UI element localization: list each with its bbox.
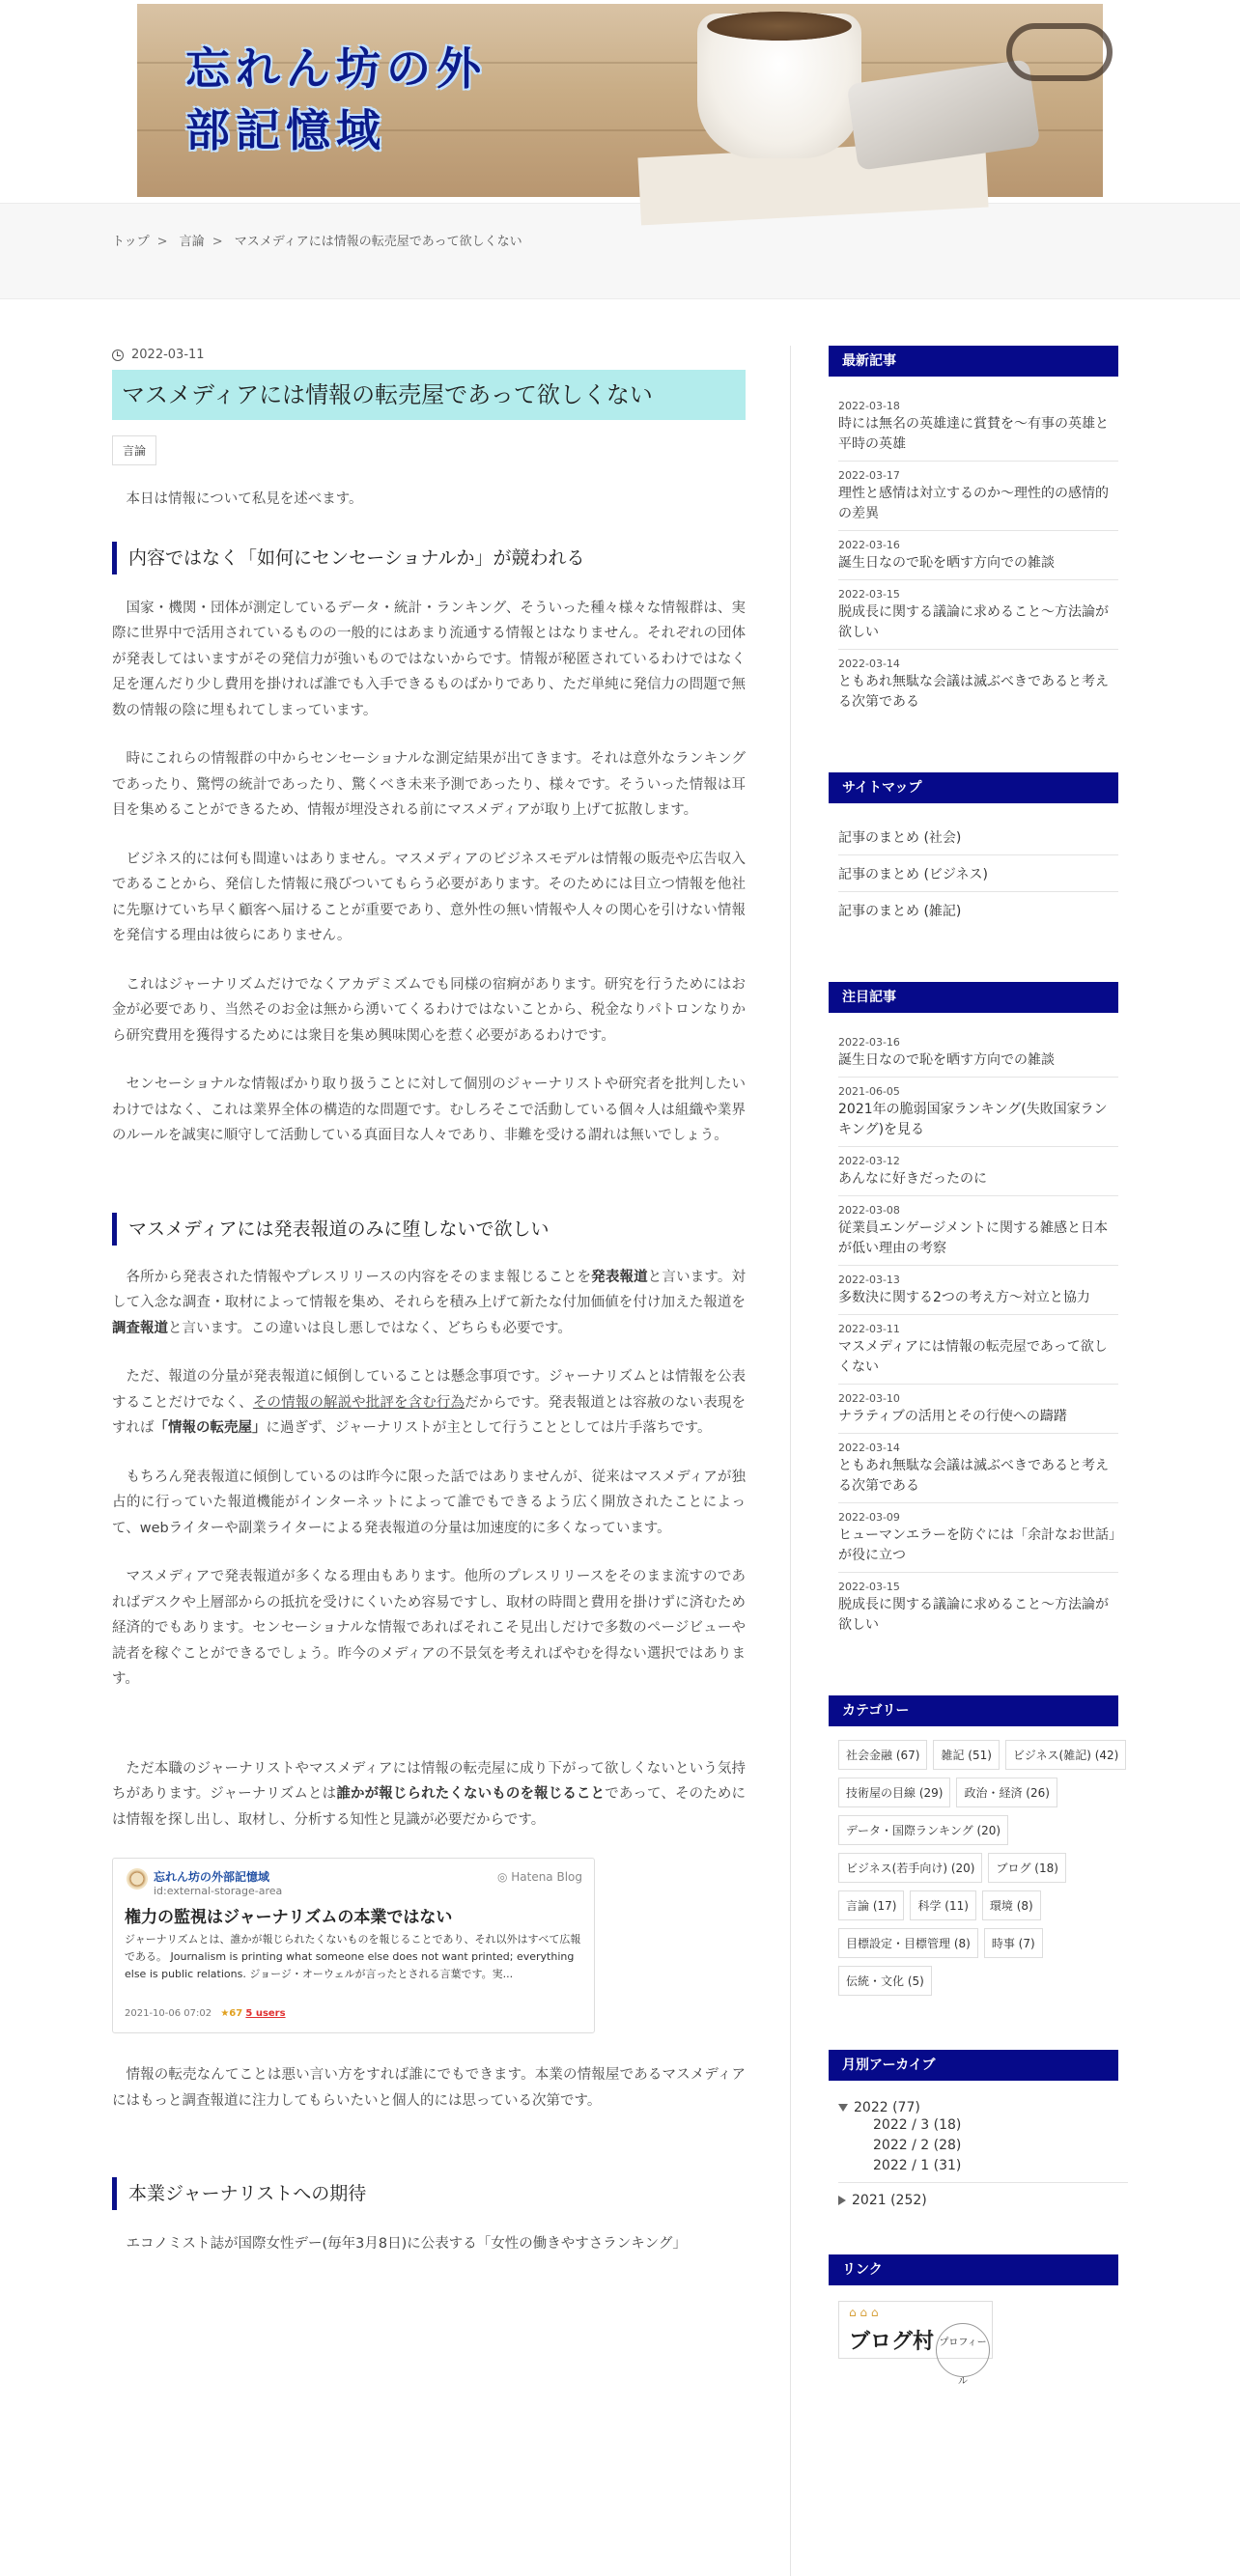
category-chip[interactable]: 雑記 (51): [933, 1740, 999, 1770]
category-chip[interactable]: データ・国際ランキング (20): [838, 1815, 1008, 1845]
list-item[interactable]: [838, 1573, 1118, 1641]
list-item[interactable]: [838, 531, 1118, 580]
widget-categories: [829, 1695, 1130, 1996]
item-date: 2022-03-16: [838, 1036, 900, 1049]
item-title[interactable]: ともあれ無駄な会議は滅ぶべきであると考える次第である: [838, 1458, 1109, 1494]
widget-heading: カテゴリー: [829, 1695, 1118, 1726]
widget-heading: 最新記事: [829, 346, 1118, 377]
widget-heading: 月別アーカイブ: [829, 2050, 1118, 2081]
banner-coffee: [707, 12, 852, 41]
widget-featured: [829, 982, 1130, 1641]
list-item[interactable]: [838, 1385, 1118, 1434]
archive-list: [829, 2081, 1130, 2208]
village-icon: ⌂ ⌂ ⌂: [849, 2306, 879, 2319]
archive-year[interactable]: [838, 2193, 1130, 2208]
embed-meta: [125, 2008, 286, 2019]
text-run: と言います。この違いは良し悪しではなく、どちらも必要です。: [168, 1320, 572, 1336]
widget-archive: [829, 2050, 1130, 2208]
item-date: 2022-03-15: [838, 588, 900, 601]
category-chip[interactable]: 環境 (8): [982, 1890, 1041, 1920]
blogmura-label[interactable]: ブログ村: [849, 2329, 935, 2354]
star-count[interactable]: ★67: [220, 2008, 243, 2019]
article-body: [112, 487, 746, 2258]
category-chip[interactable]: 伝統・文化 (5): [838, 1966, 932, 1996]
embed-title[interactable]: 権力の監視はジャーナリズムの本業ではない: [125, 1908, 453, 1927]
sitemap-item[interactable]: 記事のまとめ (雑記): [838, 904, 962, 919]
category-chip[interactable]: 科学 (11): [910, 1890, 975, 1920]
item-date: 2021-06-05: [838, 1085, 900, 1098]
caret-right-icon[interactable]: [838, 2196, 846, 2205]
widget-links: [829, 2254, 1130, 2387]
item-date: 2022-03-15: [838, 1581, 900, 1593]
section-heading: 本業ジャーナリストへの期待: [112, 2177, 746, 2210]
item-date: 2022-03-17: [838, 469, 900, 482]
item-title[interactable]: 2021年の脆弱国家ランキング(失敗国家ランキング)を見る: [838, 1102, 1108, 1137]
article-paragraph: もちろん発表報道に傾倒しているのは昨今に限った話ではありませんが、従来はマスメディアが独占的に行っていた報道機能がインターネットによって誰でもできるよう広く開放されたことによって、webライターや副業ライターによる発表報道の分量は加速度的に多くなっています。: [112, 1469, 746, 1536]
blogmura-banner[interactable]: [838, 2301, 993, 2387]
list-item[interactable]: [838, 1196, 1118, 1266]
item-date: 2022-03-13: [838, 1274, 900, 1286]
article-paragraph: 本日は情報について私見を述べます。: [126, 491, 363, 507]
article-category-tag[interactable]: 言論: [112, 435, 156, 465]
category-chip[interactable]: 言論 (17): [838, 1890, 904, 1920]
list-item[interactable]: [838, 462, 1118, 531]
section-heading: 内容ではなく「如何にセンセーショナルか」が競われる: [112, 542, 746, 574]
breadcrumb-separator: >: [211, 235, 223, 249]
widget-sitemap: [829, 772, 1130, 928]
item-title[interactable]: マスメディアには情報の転売屋であって欲しくない: [838, 1339, 1108, 1375]
item-title[interactable]: あんなに好きだったのに: [838, 1171, 987, 1187]
item-title[interactable]: 時には無名の英雄達に賞賛を～有事の英雄と平時の英雄: [838, 416, 1109, 452]
item-date: 2022-03-08: [838, 1204, 900, 1217]
list-item[interactable]: [838, 1503, 1118, 1573]
item-title[interactable]: 従業員エンゲージメントに関する雑感と日本が低い理由の考察: [838, 1220, 1109, 1256]
list-item[interactable]: [838, 1028, 1118, 1078]
list-item[interactable]: [838, 392, 1118, 462]
sitemap-list: [829, 803, 1118, 928]
bold-term: 発表報道: [591, 1269, 648, 1285]
caret-down-icon[interactable]: [838, 2104, 848, 2112]
category-chip[interactable]: ビジネス(若手向け) (20): [838, 1853, 982, 1883]
article-date-row: [112, 348, 746, 362]
archive-month[interactable]: 2022 / 3 (18): [873, 2117, 962, 2133]
archive-month[interactable]: 2022 / 2 (28): [873, 2138, 962, 2153]
bold-term: 「情報の転売屋」: [154, 1420, 267, 1436]
breadcrumb-bar: [0, 203, 1240, 299]
text-run: 各所から発表された情報やプレスリリースの内容をそのまま報じることを: [126, 1269, 592, 1285]
article-paragraph: 情報の転売なんてことは悪い言い方をすれば誰にでもできます。本業の情報屋であるマスメディアにはもっと調査報道に注力してもらいたいと個人的には思っている次第です。: [112, 2067, 746, 2109]
widget-heading: 注目記事: [829, 982, 1118, 1013]
category-chip[interactable]: ブログ (18): [988, 1853, 1065, 1883]
profile-badge[interactable]: プロフィール: [936, 2323, 990, 2377]
item-title[interactable]: 脱成長に関する議論に求めること～方法論が欲しい: [838, 1597, 1109, 1633]
category-chip[interactable]: 社会金融 (67): [838, 1740, 927, 1770]
item-date: 2022-03-09: [838, 1511, 900, 1524]
list-item[interactable]: [838, 1147, 1118, 1196]
article-title: マスメディアには情報の転売屋であって欲しくない: [112, 370, 746, 420]
item-date: 2022-03-12: [838, 1155, 900, 1167]
item-date: 2022-03-14: [838, 658, 900, 670]
sitemap-item[interactable]: 記事のまとめ (ビジネス): [838, 855, 1118, 892]
breadcrumb-category[interactable]: 言論: [179, 235, 205, 249]
item-title[interactable]: ヒューマンエラーを防ぐには「余計なお世話」が役に立つ: [838, 1527, 1115, 1563]
item-date: 2022-03-14: [838, 1442, 900, 1454]
underlined-phrase: その情報の解説や批評を含む行為: [252, 1394, 465, 1411]
category-chip[interactable]: 技術屋の目線 (29): [838, 1778, 950, 1807]
article-paragraph: 国家・機関・団体が測定しているデータ・統計・ランキング、そういった種々様々な情報群は、実際に世界中で活用されているものの一般的にはあまり流通する情報とはなりません。それぞれの団体が発表してはいますがその発信力が強いものではないからです。情報が秘匿されているわけではなく足を運んだり少し費用を掛ければ誰でも入手できるものばかりであり、ただ単純に発信力の問題で無数の情報の陰に埋もれてしまっています。: [112, 600, 746, 718]
article-paragraph: ビジネス的には何も間違いはありません。マスメディアのビジネスモデルは情報の販売や広告収入であることから、発信した情報に飛びついてもらう必要があります。そのためには目立つ情報を他社に先駆けていち早く顧客へ届けることが重要であり、意外性の無い情報や人々の関心を引けない情報を発信する理由は彼らにありません。: [112, 851, 746, 943]
archive-divider: [838, 2182, 1128, 2183]
text-run: であって、そのためには情報を探し出し、取材し、分析する知性と見識が必要だからです。: [112, 1786, 747, 1828]
bookmark-users[interactable]: 5 users: [245, 2008, 286, 2019]
article-paragraph: エコノミスト誌が国際女性デー(毎年3月8日)に公表する「女性の働きやすさランキング」: [126, 2236, 687, 2252]
breadcrumb: [0, 204, 1240, 249]
list-item[interactable]: [838, 1434, 1118, 1503]
bold-term: 誰かが報じられたくないものを報じること: [336, 1786, 606, 1802]
item-date: 2022-03-18: [838, 400, 900, 412]
item-title[interactable]: 理性と感情は対立するのか～理性的の感情的の差異: [838, 486, 1109, 521]
category-chip[interactable]: ビジネス(雑記) (42): [1005, 1740, 1126, 1770]
breadcrumb-current: マスメディアには情報の転売屋であって欲しくない: [234, 235, 522, 249]
widget-heading: サイトマップ: [829, 772, 1118, 803]
list-item[interactable]: [838, 650, 1118, 718]
article-paragraph: マスメディアで発表報道が多くなる理由もあります。他所のプレスリリースをそのまま流すのであればデスクや上層部からの抵抗を受けにくいため容易ですし、取材の時間と費用を掛けずに済むため経済的でもあります。センセーショナルな情報であればそれこそ見出しだけで多数のページビューや読者を稼ぐことができるでしょう。昨今のメディアの不景気を考えればやむを得ない選択ではあります。: [112, 1569, 746, 1687]
article-paragraph: [112, 1364, 746, 1442]
archive-month[interactable]: 2022 / 1 (31): [873, 2158, 962, 2173]
banner-glasses: [1006, 23, 1113, 81]
article-paragraph: センセーショナルな情報ばかり取り扱うことに対して個別のジャーナリストや研究者を批判したいわけではなく、これは業界全体の構造的な問題です。むしろそこで活動している個々人は組織や業界のルールを誠実に順守して活動している真面目な人々であり、非難を受ける謂れは無いでしょう。: [112, 1077, 746, 1143]
category-chip[interactable]: 目標設定・目標管理 (8): [838, 1928, 978, 1958]
item-date: 2022-03-16: [838, 539, 900, 551]
list-item[interactable]: [838, 1078, 1118, 1147]
item-title[interactable]: 誕生日なので恥を晒す方向での雑談: [838, 1052, 1055, 1068]
embed-site-name[interactable]: 忘れん坊の外部記憶域: [125, 1868, 582, 1885]
header: [0, 0, 1240, 203]
sidebar: [829, 346, 1130, 2413]
banner-phone: [847, 59, 1041, 171]
item-title[interactable]: ナラティブの活用とその行使への躊躇: [838, 1409, 1067, 1424]
item-date: 2022-03-11: [838, 1323, 900, 1335]
item-date: 2022-03-10: [838, 1392, 900, 1405]
article-date: 2022-03-11: [131, 348, 205, 362]
item-title[interactable]: 誕生日なので恥を晒す方向での雑談: [838, 555, 1055, 571]
article-paragraph: [112, 1756, 746, 1834]
text-run: と言います。対して入念な調査・取材によって情報を集め、それらを積み上げて新たな付加価値を付け加えた報道を: [112, 1269, 747, 1310]
list-item[interactable]: [838, 1266, 1118, 1315]
site-title[interactable]: 忘れん坊の外部記憶域: [185, 42, 487, 156]
breadcrumb-separator: >: [156, 235, 168, 249]
text-run: ただ本職のジャーナリストやマスメディアには情報の転売屋に成り下がって欲しくないという気持ちがあります。ジャーナリズムとは: [112, 1760, 746, 1802]
item-title[interactable]: 脱成長に関する議論に求めること～方法論が欲しい: [838, 604, 1109, 640]
article-paragraph: 時にこれらの情報群の中からセンセーショナルな測定結果が出てきます。それは意外なランキングであったり、驚愕の統計であったり、驚くべき未来予測であったり、様々です。そういった情報は耳目を集めることができるため、情報が埋没される前にマスメディアが取り上げて拡散します。: [112, 751, 746, 818]
item-title[interactable]: ともあれ無駄な会議は滅ぶべきであると考える次第である: [838, 674, 1109, 710]
section-heading: マスメディアには発表報道のみに堕しないで欲しい: [112, 1213, 746, 1246]
archive-year-label[interactable]: 2021 (252): [852, 2193, 927, 2208]
recent-list: [829, 377, 1118, 718]
item-title[interactable]: 多数決に関する2つの考え方～対立と協力: [838, 1290, 1090, 1305]
list-item[interactable]: [838, 580, 1118, 650]
category-chip[interactable]: 時事 (7): [984, 1928, 1043, 1958]
list-item[interactable]: [838, 1315, 1118, 1385]
column-divider: [790, 346, 791, 2576]
text-run: に過ぎず、ジャーナリストが主として行うこととしては片手落ちです。: [266, 1420, 712, 1436]
clock-icon: [112, 350, 124, 361]
category-chip[interactable]: 政治・経済 (26): [956, 1778, 1057, 1807]
article-paragraph: これはジャーナリズムだけでなくアカデミズムでも同様の宿痾があります。研究を行うためにはお金が必要であり、当然そのお金は無から湧いてくるわけではないことから、税金なりパトロンなりから研究費用を獲得するためには衆目を集め興味関心を惹く必要があるわけです。: [112, 976, 746, 1044]
article: [112, 348, 746, 2258]
text-run: だからです。発表報道とは容赦のない表現をすれば: [112, 1394, 746, 1436]
breadcrumb-top[interactable]: トップ: [112, 235, 150, 249]
sitemap-item[interactable]: 記事のまとめ (社会): [838, 819, 1118, 855]
blog-card-embed[interactable]: [112, 1858, 595, 2033]
featured-list: [829, 1013, 1118, 1641]
widget-recent: [829, 346, 1130, 718]
text-run: ただ、報道の分量が発表報道に傾倒していることは懸念事項です。ジャーナリズムとは情報を公表することだけでなく、: [112, 1369, 746, 1411]
embed-site-id: id:external-storage-area: [154, 1885, 283, 1897]
embed-date: 2021-10-06 07:02: [125, 2008, 212, 2019]
header-banner[interactable]: [137, 4, 1103, 197]
widget-heading: リンク: [829, 2254, 1118, 2285]
category-list: [829, 1726, 1128, 1996]
archive-year-label[interactable]: 2022 (77): [854, 2100, 920, 2115]
bold-term: 調査報道: [112, 1320, 168, 1336]
embed-summary: ジャーナリズムとは、誰かが報じられたくないものを報じることであり、それ以外はすべて広報である。 Journalism is printing what someone else does not want printed; everything else is public relations. ジョージ・オーウェルが言ったとされる言葉です。実...: [125, 1933, 581, 1980]
hatena-blog-icon[interactable]: ◎ Hatena Blog: [497, 1870, 582, 1884]
archive-year[interactable]: [838, 2100, 1130, 2115]
article-paragraph: [112, 1265, 746, 1342]
